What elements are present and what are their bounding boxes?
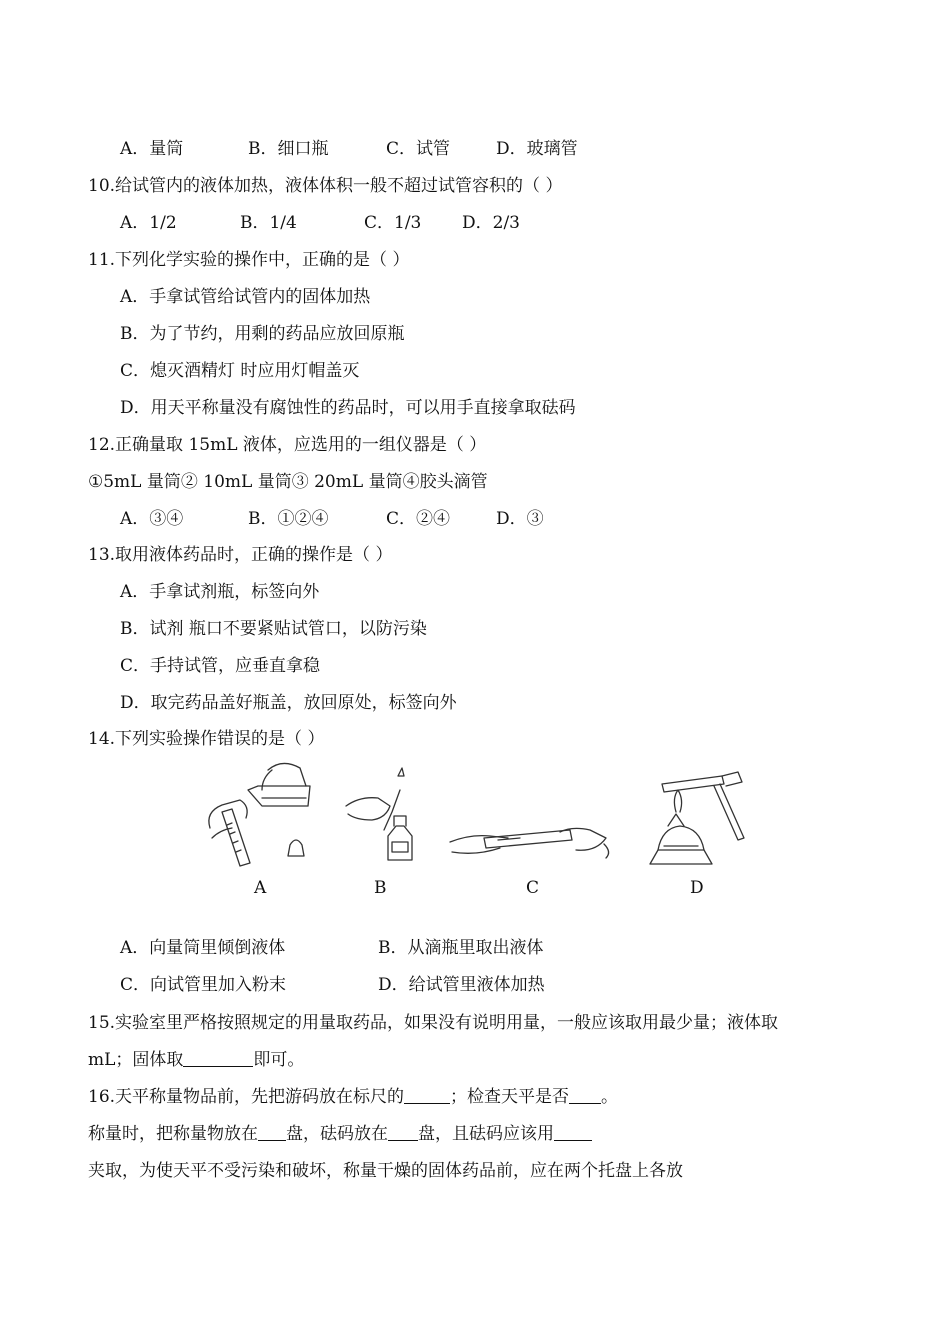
figure-a-pouring-cylinder — [209, 763, 310, 866]
q16-l1-text-a: 16.天平称量物品前，先把游码放在标尺的 — [88, 1087, 405, 1107]
q14-option-b: B．从滴瓶里取出液体 — [378, 938, 544, 958]
q15-blank-solid[interactable] — [183, 1050, 253, 1067]
q9-option-b: B．细口瓶 — [248, 139, 329, 159]
q16-blank-balance[interactable] — [569, 1087, 601, 1104]
q9-option-a: A．量筒 — [120, 139, 184, 159]
q16-l1-text-c: 。 — [601, 1087, 619, 1107]
q12-option-c: C．②④ — [386, 509, 451, 529]
q11-stem: 11.下列化学实验的操作中，正确的是（ ） — [88, 250, 410, 270]
q12-option-b: B．①②④ — [248, 509, 329, 529]
q9-option-c: C．试管 — [386, 139, 451, 159]
q14-option-d: D．给试管里液体加热 — [378, 975, 545, 995]
q16-blank-weight-pan[interactable] — [388, 1124, 418, 1141]
q9-option-d: D．玻璃管 — [496, 139, 578, 159]
q13-option-d: D．取完药品盖好瓶盖，放回原处，标签向外 — [120, 693, 457, 713]
q16-l2-text-b: 盘，砝码放在 — [286, 1124, 388, 1144]
q11-option-c: C．熄灭酒精灯 时应用灯帽盖灭 — [120, 361, 360, 381]
q13-option-c: C．手持试管，应垂直拿稳 — [120, 656, 321, 676]
q12-items: ①5mL 量筒② 10mL 量筒③ 20mL 量筒④胶头滴管 — [88, 472, 488, 492]
q11-option-b: B．为了节约，用剩的药品应放回原瓶 — [120, 324, 405, 344]
q16-blank-tool[interactable] — [554, 1124, 592, 1141]
q10-option-c: C．1/3 — [364, 213, 422, 233]
q15-line-2-start: mL；固体取 — [88, 1050, 184, 1070]
q11-option-d: D．用天平称量没有腐蚀性的药品时，可以用手直接拿取砝码 — [120, 398, 576, 418]
figure-b-dropper-bottle — [346, 768, 412, 860]
figure-d-heating-test-tube — [650, 772, 744, 864]
figure-c-test-tube-powder — [450, 828, 609, 858]
figure-label-c: C — [526, 878, 540, 898]
q15-line-1: 15.实验室里严格按照规定的用量取药品，如果没有说明用量，一般应该取用最少量；液体取 — [88, 1013, 779, 1033]
q15-line-2-end: 即可。 — [253, 1050, 305, 1070]
q12-option-a: A．③④ — [120, 509, 184, 529]
q12-stem: 12.正确量取 15mL 液体，应选用的一组仪器是（ ） — [88, 435, 487, 455]
figure-label-d: D — [690, 878, 704, 898]
q14-option-a: A．向量筒里倾倒液体 — [120, 938, 286, 958]
q14-stem: 14.下列实验操作错误的是（ ） — [88, 729, 325, 749]
q10-option-b: B．1/4 — [240, 213, 297, 233]
q12-option-d: D．③ — [496, 509, 544, 529]
figure-label-a: A — [254, 878, 267, 898]
q10-option-a: A．1/2 — [120, 213, 177, 233]
q15-line-2 — [88, 1049, 304, 1071]
q16-blank-zero-mark[interactable] — [404, 1087, 450, 1104]
q14-option-c: C．向试管里加入粉末 — [120, 975, 287, 995]
q16-l2-text-c: 盘，且砝码应该用 — [418, 1124, 554, 1144]
q16-line-1 — [88, 1086, 618, 1108]
q16-l2-text-a: 称量时，把称量物放在 — [88, 1124, 258, 1144]
q16-l1-text-b: ；检查天平是否 — [450, 1087, 570, 1107]
q13-option-a: A．手拿试剂瓶，标签向外 — [120, 582, 320, 602]
figure-label-b: B — [374, 878, 387, 898]
q13-stem: 13.取用液体药品时，正确的操作是（ ） — [88, 545, 393, 565]
q16-line-3: 夹取，为使天平不受污染和破坏，称量干燥的固体药品前，应在两个托盘上各放 — [88, 1161, 683, 1181]
q13-option-b: B．试剂 瓶口不要紧贴试管口，以防污染 — [120, 619, 427, 639]
q16-blank-object-pan[interactable] — [258, 1124, 286, 1141]
q10-stem: 10.给试管内的液体加热，液体体积一般不超过试管容积的（ ） — [88, 176, 563, 196]
q10-option-d: D．2/3 — [462, 213, 520, 233]
q16-line-2 — [88, 1123, 592, 1145]
q11-option-a: A．手拿试管给试管内的固体加热 — [120, 287, 371, 307]
